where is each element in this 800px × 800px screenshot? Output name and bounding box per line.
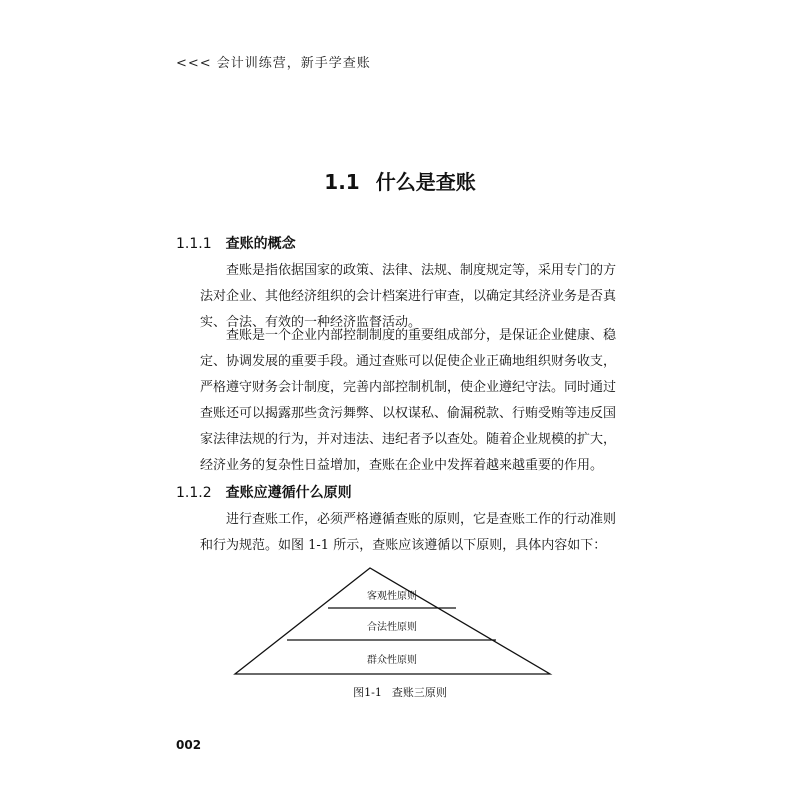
paragraph-principles-1 xyxy=(200,507,617,559)
page-number: 002 xyxy=(176,738,202,752)
subsection-title: 查账的概念 xyxy=(225,236,296,252)
text-line: 定、协调发展的重要手段。通过查账可以促使企业正确地组织财务收支， xyxy=(200,354,617,369)
tier-label-legality: 合法性原则 xyxy=(367,622,417,633)
subsection-heading-principles xyxy=(176,482,352,502)
text-line: 查账还可以揭露那些贪污舞弊、以权谋私、偷漏税款、行贿受贿等违反国 xyxy=(200,406,617,421)
tier-label-mass-participation: 群众性原则 xyxy=(367,655,417,666)
pyramid-figure xyxy=(230,562,560,680)
text-line: 查账是指依据国家的政策、法律、法规、制度规定等，采用专门的方 xyxy=(200,263,617,278)
text-line: 进行查账工作，必须严格遵循查账的原则，它是查账工作的行动准则 xyxy=(200,512,617,527)
figure-caption-text: 查账三原则 xyxy=(391,686,447,699)
section-number: 1.1 xyxy=(324,170,360,194)
running-header: <<< 会计训练营，新手学查账 xyxy=(176,56,371,71)
subsection-number: 1.1.1 xyxy=(176,236,212,252)
paragraph-concept-2 xyxy=(200,323,617,479)
figure-caption xyxy=(0,684,800,700)
text-line: 法对企业、其他经济组织的会计档案进行审查，以确定其经济业务是否真 xyxy=(200,289,617,304)
text-line: 实、合法、有效的一种经济监督活动。 xyxy=(200,315,422,330)
text-line: 家法律法规的行为，并对违法、违纪者予以查处。随着企业规模的扩大， xyxy=(200,432,617,447)
figure-number: 图1-1 xyxy=(353,686,382,699)
subsection-title: 查账应遵循什么原则 xyxy=(225,485,352,501)
section-title-text: 什么是查账 xyxy=(375,170,476,194)
text-line: 和行为规范。如图 1-1 所示，查账应该遵循以下原则，具体内容如下： xyxy=(200,538,607,553)
text-line: 经济业务的复杂性日益增加，查账在企业中发挥着越来越重要的作用。 xyxy=(200,458,604,473)
section-title xyxy=(0,166,800,195)
subsection-number: 1.1.2 xyxy=(176,485,212,501)
subsection-heading-concept xyxy=(176,233,296,253)
text-line: 严格遵守财务会计制度，完善内部控制机制，使企业遵纪守法。同时通过 xyxy=(200,380,617,395)
text-line: 查账是一个企业内部控制制度的重要组成部分，是保证企业健康、稳 xyxy=(200,328,617,343)
tier-label-objectivity: 客观性原则 xyxy=(367,591,417,602)
